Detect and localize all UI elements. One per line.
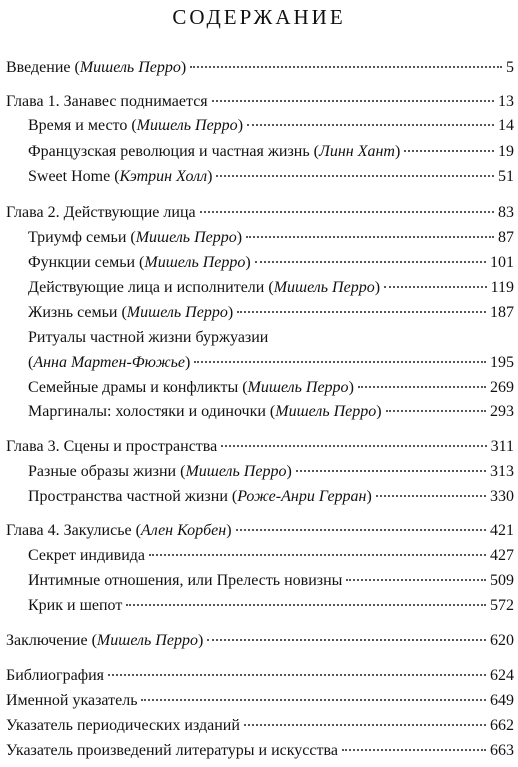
toc-entry-text: Жизнь семьи ( — [28, 304, 127, 321]
leader-dots — [149, 554, 486, 556]
toc-entry-close: ) — [226, 522, 232, 539]
toc-entry-close: ) — [197, 632, 204, 649]
toc-entry-page: 509 — [490, 572, 514, 589]
toc-entry-page: 269 — [490, 379, 514, 396]
toc-entry-text: Семейные драмы и конфликты ( — [28, 379, 248, 396]
toc-entry-author: Мишель Перро — [273, 279, 375, 296]
toc-entry-label — [6, 92, 208, 112]
toc-entry — [6, 691, 514, 711]
toc-entry — [6, 437, 514, 457]
toc-entry-text: Крик и шепот — [28, 597, 123, 614]
toc-entry-label — [28, 278, 380, 298]
toc-entry-label — [6, 741, 338, 761]
toc-entry-page: 87 — [498, 229, 514, 246]
toc-entry-page: 311 — [490, 438, 514, 455]
toc-entry — [28, 546, 514, 566]
toc-entry-page: 19 — [498, 143, 514, 160]
toc-entry-label — [28, 546, 145, 566]
toc-entry-author: Ален Корбен — [140, 522, 227, 539]
toc-entry-page: 421 — [490, 522, 514, 539]
toc-entry-text: Глава 4. Закулисье ( — [6, 522, 141, 539]
leader-dots — [212, 100, 494, 102]
leader-dots — [200, 211, 494, 213]
leader-dots — [190, 66, 502, 68]
toc-entry-author: Линн Хант — [319, 143, 395, 160]
toc-entry-page: 662 — [490, 717, 514, 734]
leader-dots — [384, 286, 487, 288]
toc-entry-text: Sweet Home ( — [28, 168, 120, 185]
toc-entry-author: Мишель Перро — [135, 229, 237, 246]
toc-entry-close: ) — [366, 488, 372, 505]
leader-dots — [376, 495, 486, 497]
toc-entry-close: ) — [237, 117, 244, 134]
toc-entry-text: Французская революция и частная жизнь ( — [28, 143, 319, 160]
toc-entry-page: 5 — [506, 59, 514, 76]
toc-entry-text: Триумф семьи ( — [28, 229, 136, 246]
toc-entry-text: Указатель периодических изданий — [6, 717, 240, 734]
toc-entry-text: Разные образы жизни ( — [28, 463, 186, 480]
leader-dots — [237, 311, 486, 313]
toc-entry-author: Роже-Анри Герран — [237, 488, 367, 505]
toc-entry-text: Пространства частной жизни ( — [28, 488, 238, 505]
leader-dots — [255, 261, 486, 263]
toc-entry-page: 293 — [490, 403, 514, 420]
toc-entry-text: Маргиналы: холостяки и одиночки ( — [28, 403, 276, 420]
toc-entry-label — [6, 58, 186, 78]
toc-entry — [6, 203, 514, 223]
toc-entry-text: Глава 1. Занавес поднимается — [6, 93, 208, 110]
toc-entry-label — [28, 402, 382, 422]
leader-dots — [246, 236, 494, 238]
leader-dots — [247, 124, 494, 126]
toc-entry-close: ) — [374, 279, 381, 296]
leader-dots — [296, 470, 486, 472]
toc-entry-text: Время и место ( — [28, 117, 137, 134]
toc-entry-page: 649 — [490, 692, 514, 709]
toc-entry-label — [6, 716, 240, 736]
leader-dots — [108, 674, 486, 676]
toc-entry — [28, 596, 514, 616]
toc-entry-text: Указатель произведений литературы и искусства — [6, 742, 338, 759]
toc-entry-page: 101 — [490, 254, 514, 271]
leader-dots — [221, 445, 486, 447]
toc-entry-close: ) — [180, 59, 187, 76]
toc-entry-text: Функции семьи ( — [28, 254, 145, 271]
toc-entry-page: 663 — [490, 742, 514, 759]
toc-entry-close: ) — [376, 403, 382, 420]
toc-entry-text: Секрет индивида — [28, 547, 146, 564]
toc-entry-label — [28, 353, 190, 373]
toc-entry-author: Анна Мартен-Фюжье — [33, 354, 185, 371]
toc-entry-author: Мишель Перро — [185, 463, 287, 480]
toc-entry — [28, 378, 514, 398]
toc-entry-page: 51 — [498, 168, 514, 185]
toc-entry-author: Мишель Перро — [126, 304, 228, 321]
toc-entry — [6, 58, 514, 78]
toc-entry — [28, 303, 514, 323]
toc-entry — [6, 666, 514, 686]
toc-entry-page: 14 — [498, 117, 514, 134]
toc-entry-page: 313 — [490, 463, 514, 480]
toc-entry-page: 427 — [490, 547, 514, 564]
toc-entry — [6, 716, 514, 736]
leader-dots — [244, 724, 486, 726]
toc-entry-label — [28, 487, 372, 507]
toc-entry — [28, 462, 514, 482]
leader-dots — [194, 361, 486, 363]
toc-entry — [6, 92, 514, 112]
toc-entry-label — [28, 596, 122, 616]
toc-entry — [28, 167, 514, 187]
toc-entry-author: Кэтрин Холл — [119, 168, 208, 185]
toc-entry-author: Мишель Перро — [275, 403, 377, 420]
toc-entry — [6, 521, 514, 541]
toc-entry — [28, 116, 514, 136]
toc-entry-close: ) — [236, 229, 243, 246]
leader-dots — [207, 639, 486, 641]
leader-dots — [346, 579, 486, 581]
toc-entry-close: ) — [348, 379, 354, 396]
page-title: СОДЕРЖАНИЕ — [172, 5, 346, 29]
leader-dots — [404, 150, 494, 152]
toc-entry-close: ) — [227, 304, 234, 321]
toc-entry-page: 572 — [490, 597, 514, 614]
toc-entry-label — [6, 631, 203, 651]
toc-entry-close: ) — [394, 143, 401, 160]
toc-entry-author: Мишель Перро — [136, 117, 238, 134]
toc-entry-text: Действующие лица и исполнители ( — [28, 279, 274, 296]
toc-entry-label — [6, 203, 196, 223]
toc-entry — [28, 571, 514, 591]
toc-entry-author: Мишель Перро — [247, 379, 349, 396]
leader-dots — [216, 175, 494, 177]
toc-entry-text: Заключение ( — [6, 632, 97, 649]
toc-entry-label — [6, 437, 217, 457]
toc-entry-label — [6, 666, 104, 686]
leader-dots — [342, 749, 486, 751]
toc-entry — [28, 278, 514, 298]
toc-entry-close: ) — [286, 463, 292, 480]
toc-entry-label — [28, 253, 251, 273]
leader-dots — [236, 529, 486, 531]
toc-entry-author: Мишель Перро — [96, 632, 198, 649]
toc-entry-text: Интимные отношения, или Прелесть новизны — [28, 572, 343, 589]
toc-entry-label — [28, 116, 243, 136]
toc-entry-page: 83 — [498, 204, 514, 221]
toc-entry-close: ) — [207, 168, 213, 185]
toc-entry-page: 620 — [490, 632, 514, 649]
toc-entry-label — [28, 378, 354, 398]
toc-entry-text: Глава 2. Действующие лица — [6, 204, 196, 221]
toc-entry — [28, 402, 514, 422]
toc-entry-label — [6, 691, 137, 711]
toc-entry-label — [28, 571, 342, 591]
toc-entry — [28, 253, 514, 273]
leader-dots — [358, 386, 486, 388]
toc-entry-page: 330 — [490, 488, 514, 505]
toc-entry — [6, 741, 514, 761]
toc-entry-close: ) — [245, 254, 251, 271]
toc-entry-text: Библиография — [6, 667, 104, 684]
toc-entry — [6, 631, 514, 651]
leader-dots — [126, 604, 486, 606]
toc-entry-page: 195 — [490, 354, 514, 371]
toc-entry-text: Введение ( — [6, 59, 80, 76]
toc-entry-label — [6, 521, 232, 541]
toc-entry-label — [28, 303, 233, 323]
leader-dots — [141, 699, 486, 701]
toc-entry — [28, 142, 514, 162]
toc-entry-text: Глава 3. Сцены и пространства — [6, 438, 218, 455]
toc-entry — [28, 487, 514, 507]
toc-entry-page: 187 — [490, 304, 514, 321]
toc-entry-first-line: Ритуалы частной жизни буржуазии — [28, 329, 269, 346]
toc-entry-author: Мишель Перро — [79, 59, 181, 76]
toc-entry-label — [28, 142, 400, 162]
leader-dots — [386, 410, 486, 412]
toc-entry — [28, 228, 514, 248]
toc-entry-page: 119 — [490, 279, 514, 296]
toc-entry-text: ( — [28, 354, 34, 371]
toc-entry-label — [28, 167, 212, 187]
toc-entry — [28, 353, 514, 373]
toc-entry-close: ) — [185, 354, 191, 371]
toc-entry-label — [28, 462, 292, 482]
toc-entry-text: Именной указатель — [6, 692, 138, 709]
toc-entry-label — [28, 228, 242, 248]
toc-entry-page: 624 — [490, 667, 514, 684]
toc-entry-page: 13 — [498, 93, 514, 110]
toc-entry-author: Мишель Перро — [144, 254, 246, 271]
